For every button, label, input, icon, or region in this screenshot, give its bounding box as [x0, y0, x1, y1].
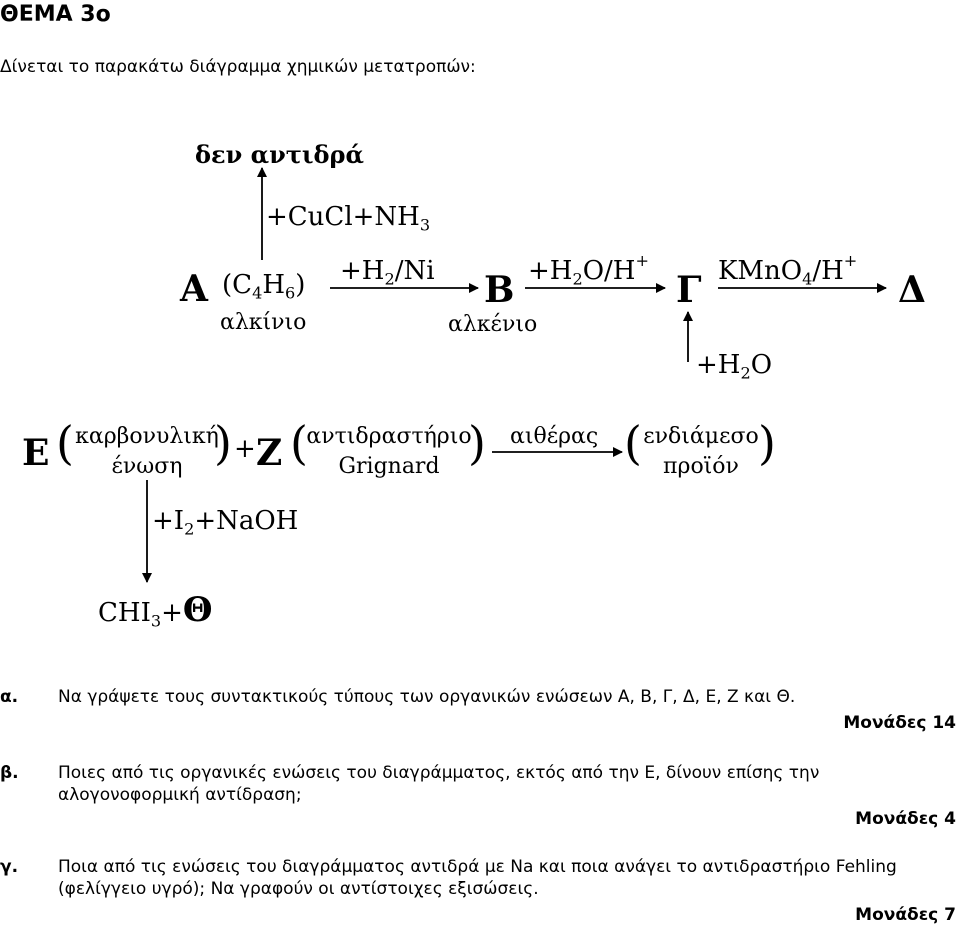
paren-open: ( [290, 416, 308, 470]
question-text: Ποιες από τις οργανικές ενώσεις του διαγράμματος, εκτός από την Ε, δίνουν επίσης την αλογονοφορμική αντίδραση; [58, 763, 820, 805]
compound-e-line1: καρβονυλική [75, 424, 219, 449]
compound-a-formula: $(C_4H_6)$ [222, 270, 306, 303]
question-label: γ. [0, 857, 19, 877]
compound-b: B [484, 269, 515, 311]
compound-z-line1: αντιδραστήριο [306, 424, 472, 449]
compound-d: Δ [898, 269, 926, 311]
intro-text: Δίνεται το παρακάτω διάγραμμα χημικών μετατροπών: [0, 57, 476, 77]
water-reagent: $+H_2O$ [696, 350, 773, 383]
intermediate-line2: προϊόν [663, 454, 739, 479]
iodoform-reagent: $+I_2+NaOH$ [152, 506, 299, 539]
page-title: ΘΕΜΑ 3ο [0, 2, 111, 27]
points-label: Μονάδες 7 [855, 905, 956, 925]
paren-open: ( [624, 416, 642, 470]
reaction-arrows [0, 130, 960, 640]
compound-z-line2: Grignard [338, 454, 440, 479]
compound-a: A [180, 268, 208, 310]
compound-g: Γ [676, 269, 702, 311]
step1-reagent: $+H_2/Ni$ [340, 256, 435, 289]
no-reaction-label: δεν αντιδρά [195, 140, 364, 169]
compound-b-label: αλκένιο [448, 312, 538, 337]
plus-sign: + [234, 434, 256, 464]
points-label: Μονάδες 4 [855, 809, 956, 829]
compound-z: Z [256, 432, 283, 474]
step2-reagent: $+H_2O/H^+$ [528, 251, 649, 289]
question-a [0, 686, 960, 734]
question-label: β. [0, 763, 19, 783]
compound-e: E [22, 432, 50, 474]
question-label: α. [0, 687, 19, 707]
question-text: Να γράψετε τους συντακτικούς τύπους των οργανικών ενώσεων Α, Β, Γ, Δ, Ε, Ζ και Θ. [58, 687, 796, 707]
question-c [0, 856, 960, 924]
paren-close: ) [468, 416, 486, 470]
paren-close: ) [758, 416, 776, 470]
paren-open: ( [56, 416, 74, 470]
compound-a-label: αλκίνιο [220, 310, 307, 335]
compound-theta: Θ [182, 590, 213, 630]
compound-e-line2: ένωση [111, 454, 183, 479]
step3-reagent: KMnO$_4$/H+ [718, 251, 858, 289]
iodoform-product: $CHI_3+\Theta$ [98, 590, 213, 631]
reaction-diagram [0, 130, 960, 640]
paren-close: ) [214, 416, 232, 470]
points-label: Μονάδες 14 [843, 713, 956, 733]
intermediate-line1: ενδιάμεσο [643, 424, 759, 449]
question-b [0, 762, 960, 828]
cucl-reagent: $+CuCl+NH_3$ [266, 202, 431, 235]
ether-label: αιθέρας [510, 424, 599, 449]
question-text: Ποια από τις ενώσεις του διαγράμματος αντιδρά με Na και ποια ανάγει το αντιδραστήριο Fehling (φελίγγειο υγρό); Να γραφούν οι αντίστοιχες εξισώσεις. [58, 857, 897, 899]
